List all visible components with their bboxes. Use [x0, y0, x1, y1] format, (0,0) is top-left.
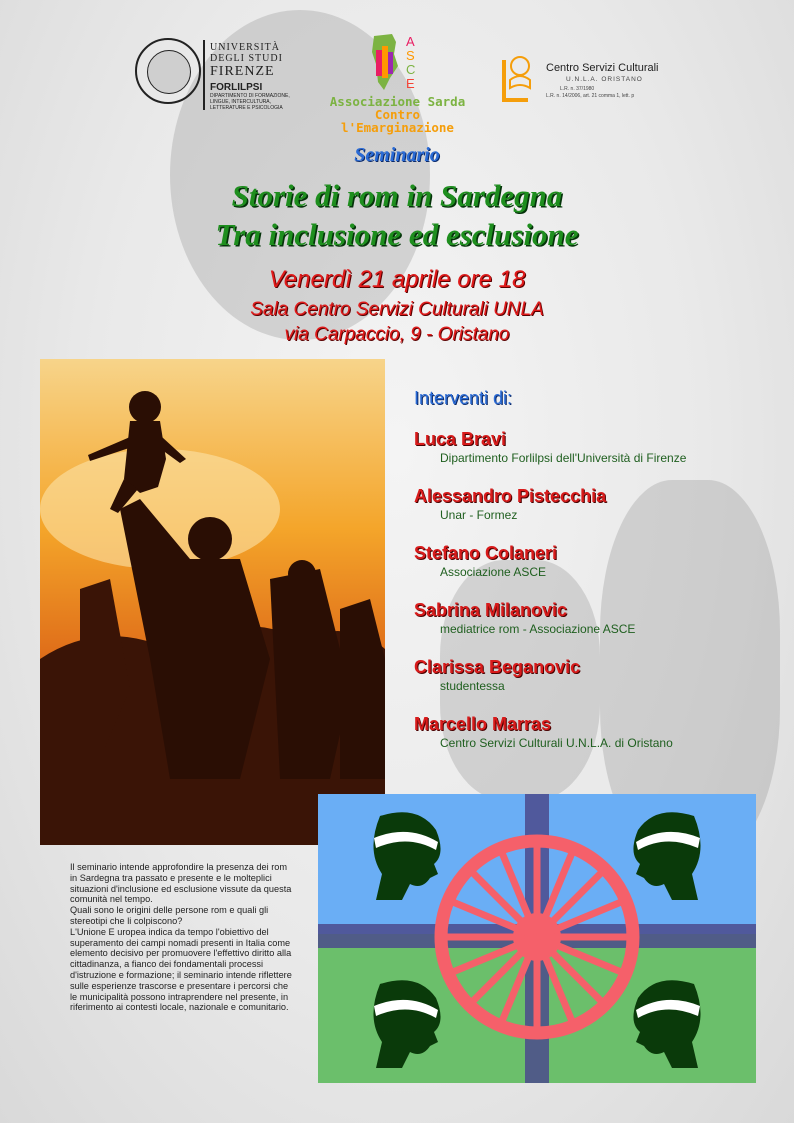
- title-line1: Storie di rom in Sardegna: [231, 178, 563, 213]
- asce-line1: Associazione Sarda: [329, 94, 466, 109]
- unla-logo-icon: [498, 52, 542, 104]
- asce-logo-icon: [370, 32, 430, 94]
- speaker-role: studentessa: [440, 679, 505, 693]
- university-seal-icon: [135, 38, 201, 104]
- speaker-role: mediatrice rom - Associazione ASCE: [440, 622, 636, 636]
- unifi-name-line1: UNIVERSITÀ: [210, 42, 280, 53]
- speaker-role: Unar - Formez: [440, 508, 518, 522]
- asce-logo-text: [320, 95, 475, 134]
- roma-chakra-icon: [441, 841, 633, 1033]
- speaker-role: Associazione ASCE: [440, 565, 547, 579]
- csc-name: Centro Servizi Culturali: [546, 62, 659, 74]
- description-paragraph: Quali sono le origini delle persone rom e quali gli stereotipi che li colpiscono?: [70, 905, 269, 926]
- logo-divider: [203, 40, 205, 110]
- svg-text:E: E: [406, 76, 415, 91]
- speaker: [414, 542, 784, 580]
- speaker-name: Luca Bravi: [414, 429, 507, 449]
- svg-text:C: C: [406, 62, 416, 77]
- unifi-department: FORLILPSI: [210, 82, 263, 93]
- speaker-name: Alessandro Pistecchia: [414, 486, 607, 506]
- speaker-name: Sabrina Milanovic: [414, 600, 568, 620]
- speaker: [414, 599, 784, 637]
- unifi-name-line2: DEGLI STUDI: [210, 53, 283, 64]
- csc-legal2: L.R. n. 14/2006, art. 21 comma 1, lett. p: [546, 93, 635, 99]
- title-line2: Tra inclusione ed esclusione: [215, 217, 579, 252]
- description-paragraph: L'Unione E uropea indica da tempo l'obiettivo del superamento dei campi nomadi presenti in Italia come elemento decisivo per promuovere l'effettivo diritto alla cittadinanza, a fianco dei fondamentali processi d'istruzione e formazione; il seminario intende riflettere sulle esperienze trascorse e presentare i percorsi che le municipalità possono intraprendere nel presente, in riferimento ai contesti locale, nazionale e comunitario.: [70, 926, 292, 1013]
- speaker: [414, 656, 784, 694]
- speaker-name: Stefano Colaneri: [414, 543, 558, 563]
- speaker: [414, 428, 784, 466]
- unifi-department-full: DIPARTIMENTO DI FORMAZIONE, LINGUE, INTERCULTURA, LETTERATURE E PSICOLOGIA: [210, 93, 290, 111]
- description-paragraph: Il seminario intende approfondire la presenza dei rom in Sardegna tra passato e presente e le molteplici situazioni d'inclusione ed esclusione vissute da questa comunità nel tempo.: [70, 862, 292, 905]
- roma-family-photo: [40, 359, 385, 845]
- venue-line1: Sala Centro Servizi Culturali UNLA: [250, 299, 544, 320]
- speaker-name: Marcello Marras: [414, 714, 552, 734]
- unifi-name-line3: FIRENZE: [210, 64, 275, 79]
- speaker: [414, 485, 784, 523]
- svg-text:A: A: [406, 34, 415, 49]
- csc-org: U.N.L.A. ORISTANO: [566, 76, 643, 83]
- event-kind: Seminario: [354, 144, 440, 166]
- speaker: [414, 713, 784, 751]
- asce-line2: Contro l'Emarginazione: [341, 107, 454, 135]
- unifi-logo: [210, 42, 305, 111]
- venue-line2: via Carpaccio, 9 - Oristano: [284, 324, 510, 345]
- unla-logo-text: [546, 62, 676, 100]
- event-date: Venerdì 21 aprile ore 18: [268, 266, 526, 293]
- speaker-role: Dipartimento Forlilpsi dell'Università di Firenze: [440, 451, 687, 465]
- roma-flag: [318, 794, 756, 1083]
- csc-legal1: L.R. n. 37/1980: [560, 86, 595, 92]
- speaker-name: Clarissa Beganovic: [414, 657, 581, 677]
- speaker-role: Centro Servizi Culturali U.N.L.A. di Oristano: [440, 736, 673, 750]
- seminar-description: [70, 862, 292, 1013]
- svg-text:S: S: [406, 48, 415, 63]
- speakers-heading: Interventi di:: [414, 388, 513, 408]
